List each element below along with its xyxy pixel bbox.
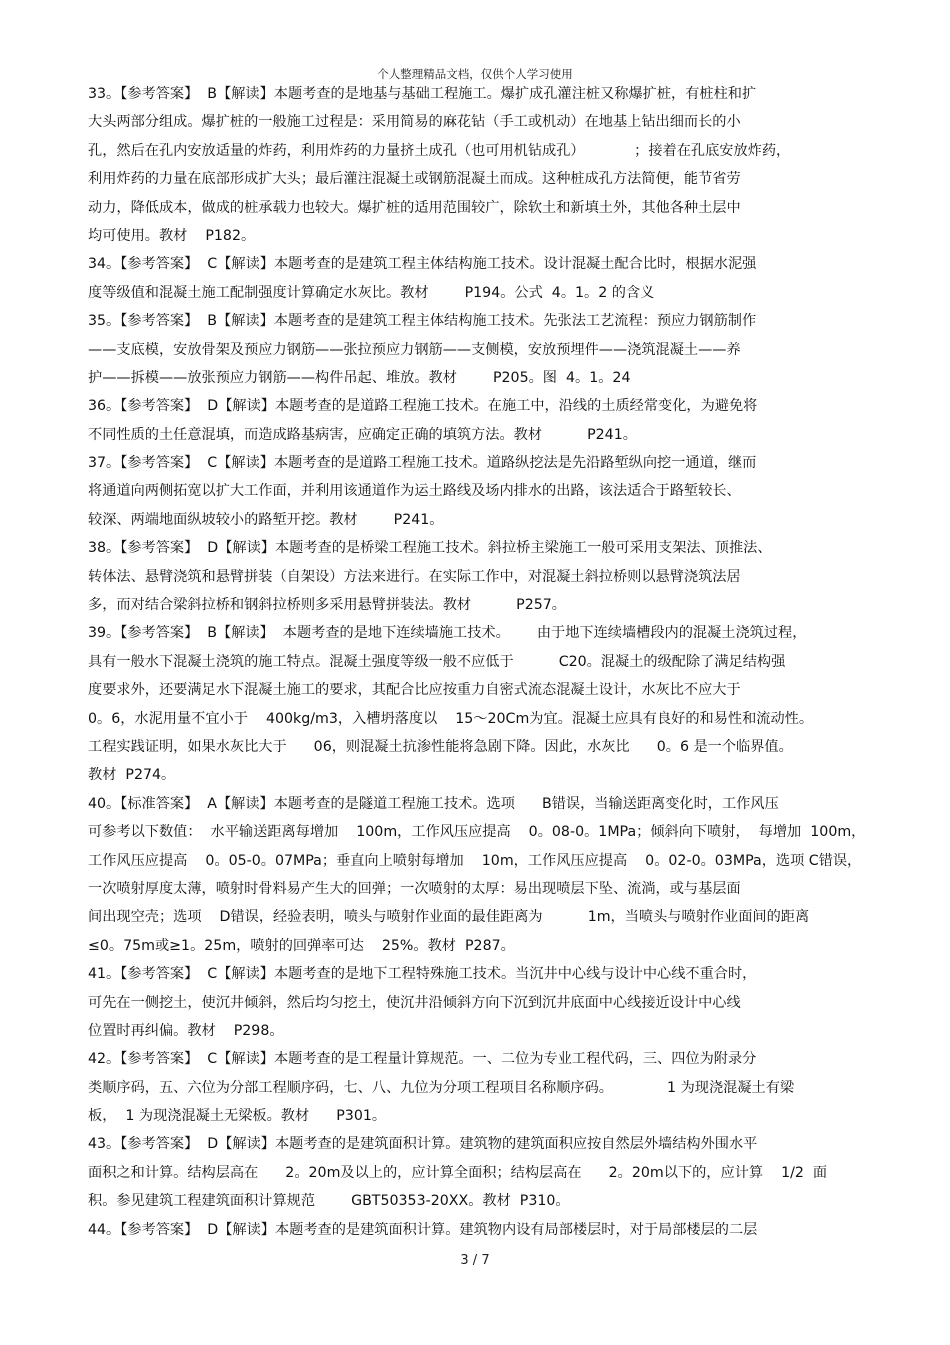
text-line: 不同性质的土任意混填，而造成路基病害，应确定正确的填筑方法。教材 P241。 bbox=[88, 426, 637, 443]
text-line: 43。【参考答案】 D【解读】本题考查的是建筑面积计算。建筑物的建筑面积应按自然层外墙结构外围水平 bbox=[88, 1136, 758, 1153]
text-line: 板， 1 为现浇混凝土无梁板。教材 P301。 bbox=[88, 1108, 387, 1125]
text-line: 44。【参考答案】 D【解读】本题考查的是建筑面积计算。建筑物内设有局部楼层时，对于局部楼层的二层 bbox=[88, 1221, 758, 1238]
text-line: 33。【参考答案】 B【解读】本题考查的是地基与基础工程施工。爆扩成孔灌注桩又称爆扩桩，有桩柱和扩 bbox=[88, 86, 757, 102]
text-line: 动力，降低成本，做成的桩承载力也较大。爆扩桩的适用范围较广，除软土和新填土外，其他各种土层中 bbox=[88, 199, 741, 216]
text-line: 将通道向两侧拓宽以扩大工作面，并利用该通道作为运土路线及场内排水的出路，该法适合于路堑较长、 bbox=[88, 483, 741, 500]
text-line: 度要求外，还要满足水下混凝土施工的要求，其配合比应按重力自密式流态混凝土设计，水灰比不应大于 bbox=[88, 682, 741, 699]
text-line: 可先在一侧挖土，使沉井倾斜，然后均匀挖土，使沉井沿倾斜方向下沉到沉井底面中心线接近设计中心线 bbox=[88, 994, 741, 1011]
text-line: 工作风压应提高 0。05-0。07MPa；垂直向上喷射每增加 10m，工作风压应提高 0。02-0。03MPa，选项 C错误， bbox=[88, 852, 862, 869]
text-line: ——支底模，安放骨架及预应力钢筋——张拉预应力钢筋——支侧模，安放预埋件——浇筑混凝土——养 bbox=[88, 341, 741, 358]
text-line: 转体法、悬臂浇筑和悬臂拼装（自架设）方法来进行。在实际工作中，对混凝土斜拉桥则以悬臂浇筑法居 bbox=[88, 568, 741, 585]
text-line: 较深、两端地面纵坡较小的路堑开挖。教材 P241。 bbox=[88, 511, 444, 528]
text-line: 间出现空壳；选项 D错误，经验表明，喷头与喷射作业面的最佳距离为 1m，当喷头与喷射作业面间的距离 bbox=[88, 909, 810, 926]
text-line: 41。【参考答案】 C【解读】本题考查的是地下工程特殊施工技术。当沉井中心线与设计中心线不重合时， bbox=[88, 966, 757, 983]
text-line: 类顺序码，五、六位为分部工程顺序码，七、八、九位为分项工程项目名称顺序码。 1 为现浇混凝土有梁 bbox=[88, 1079, 795, 1096]
text-line: 38。【参考答案】 D【解读】本题考查的是桥梁工程施工技术。斜拉桥主梁施工一般可采用支架法、顶推法、 bbox=[88, 540, 772, 557]
text-line: 积。参见建筑工程建筑面积计算规范 GBT50353-20XX。教材 P310。 bbox=[88, 1193, 570, 1210]
text-line: 度等级值和混凝土施工配制强度计算确定水灰比。教材 P194。公式 4。1。2 的含义 bbox=[88, 284, 655, 301]
text-line: 36。【参考答案】 D【解读】本题考查的是道路工程施工技术。在施工中，沿线的土质经常变化，为避免将 bbox=[88, 398, 758, 415]
text-line: 多，而对结合梁斜拉桥和钢斜拉桥则多采用悬臂拼装法。教材 P257。 bbox=[88, 597, 566, 614]
text-line: 均可使用。教材 P182。 bbox=[88, 227, 256, 244]
text-line: 42。【参考答案】 C【解读】本题考查的是工程量计算规范。一、二位为专业工程代码，三、四位为附录分 bbox=[88, 1051, 757, 1068]
page-header: 个人整理精品文档，仅供个人学习使用 bbox=[377, 67, 573, 81]
text-line: 护——拆模——放张预应力钢筋——构件吊起、堆放。教材 P205。图 4。1。24 bbox=[88, 369, 631, 386]
text-line: 教材 P274。 bbox=[88, 767, 176, 784]
page-number: 3 / 7 bbox=[460, 1253, 490, 1268]
text-line: ≤0。75m或≥1。25m，喷射的回弹率可达 25%。教材 P287。 bbox=[88, 937, 515, 954]
text-line: 0。6，水泥用量不宜小于 400kg/m3，入槽坍落度以 15～20Cm为宜。混凝土应具有良好的和易性和流动性。 bbox=[88, 710, 814, 727]
text-line: 面积之和计算。结构层高在 2。20m及以上的，应计算全面积；结构层高在 2。20m以下的，应计算 1/2 面 bbox=[88, 1164, 828, 1181]
text-line: 可参考以下数值： 水平输送距离每增加 100m，工作风压应提高 0。08-0。1MPa；倾斜向下喷射， 每增加 100m， bbox=[88, 824, 866, 841]
text-line: 40。【标准答案】 A【解读】本题考查的是隧道工程施工技术。选项 B错误，当输送距离变化时，工作风压 bbox=[88, 795, 779, 812]
text-line: 孔，然后在孔内安放适量的炸药，利用炸药的力量挤土成孔（也可用机钻成孔） ；接着在孔底安放炸药， bbox=[88, 142, 791, 159]
text-line: 39。【参考答案】 B【解读】 本题考查的是地下连续墙施工技术。 由于地下连续墙槽段内的混凝土浇筑过程， bbox=[88, 625, 807, 642]
text-line: 大头两部分组成。爆扩桩的一般施工过程是：采用简易的麻花钻（手工或机动）在地基上钻出细而长的小 bbox=[88, 114, 741, 131]
text-line: 35。【参考答案】 B【解读】本题考查的是建筑工程主体结构施工技术。先张法工艺流程：预应力钢筋制作 bbox=[88, 313, 757, 330]
text-line: 34。【参考答案】 C【解读】本题考查的是建筑工程主体结构施工技术。设计混凝土配合比时，根据水泥强 bbox=[88, 256, 757, 273]
text-line: 37。【参考答案】 C【解读】本题考查的是道路工程施工技术。道路纵挖法是先沿路堑纵向挖一通道，继而 bbox=[88, 455, 757, 472]
text-line: 具有一般水下混凝土浇筑的施工特点。混凝土强度等级一般不应低于 C20。混凝土的级配除了满足结构强 bbox=[88, 653, 786, 670]
text-line: 位置时再纠偏。教材 P298。 bbox=[88, 1022, 284, 1039]
text-line: 利用炸药的力量在底部形成扩大头；最后灌注混凝土或钢筋混凝土而成。这种桩成孔方法简便，能节省劳 bbox=[88, 171, 741, 188]
text-line: 一次喷射厚度太薄，喷射时骨料易产生大的回弹；一次喷射的太厚：易出现喷层下坠、流淌，或与基层面 bbox=[88, 880, 741, 897]
text-line: 工程实践证明，如果水灰比大于 06，则混凝土抗渗性能将急剧下降。因此，水灰比 0。6 是一个临界值。 bbox=[88, 738, 793, 755]
document-body bbox=[88, 80, 868, 1244]
